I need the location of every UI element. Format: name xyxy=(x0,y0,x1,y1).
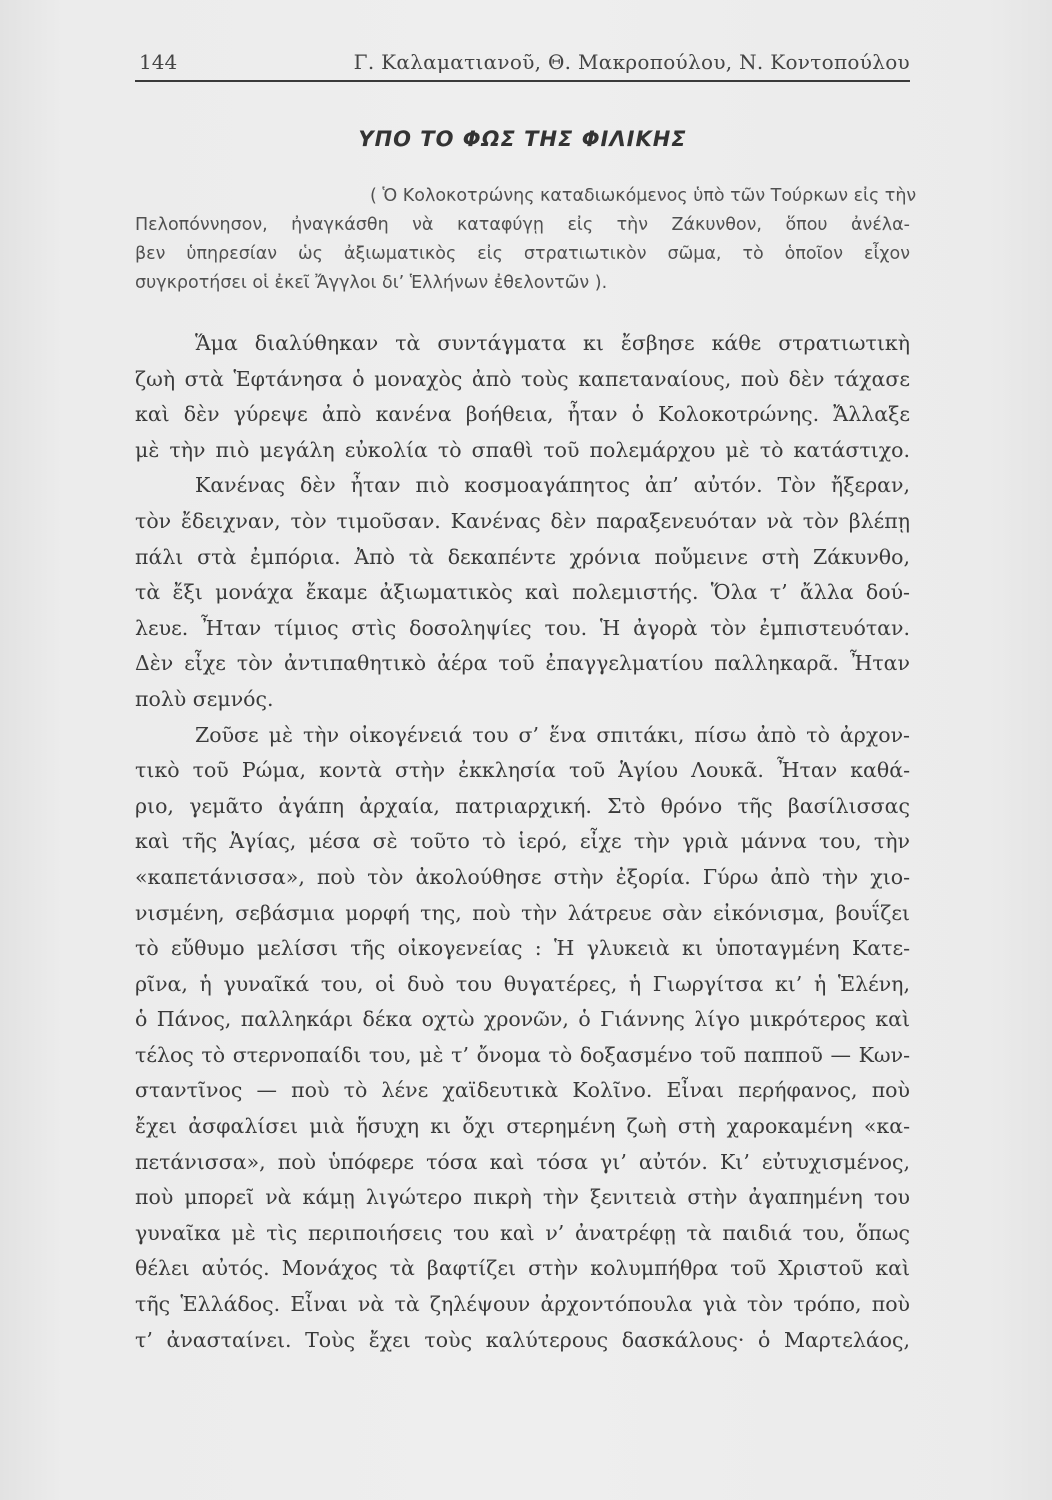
body-line: λευε. Ἦταν τίμιος στὶς δοσοληψίες του. Ἡ ἀγορὰ τὸν ἐμπιστευόταν. xyxy=(135,615,910,640)
body-line: γυναῖκα μὲ τὶς περιποιήσεις του καὶ ν’ ἀνατρέφῃ τὰ παιδιά του, ὅπως xyxy=(135,1220,910,1245)
body-line: τὸν ἔδειχναν, τὸν τιμοῦσαν. Κανένας δὲν παραξενευόταν νὰ τὸν βλέπῃ xyxy=(135,508,910,533)
page-number: 144 xyxy=(139,50,178,74)
body-line: ὁ Πάνος, παλληκάρι δέκα οχτὼ χρονῶν, ὁ Γιάννης λίγο μικρότερος καὶ xyxy=(135,1007,910,1032)
body-line: τῆς Ἑλλάδος. Εἶναι νὰ τὰ ζηλέψουν ἀρχοντόπουλα γιὰ τὸν τρόπο, ποὺ xyxy=(135,1292,910,1317)
body-line: ποὺ μπορεῖ νὰ κάμῃ λιγώτερο πικρὴ τὴν ξενιτειὰ στὴν ἀγαπημένη του xyxy=(135,1185,910,1210)
body-line: πολὺ σεμνός. xyxy=(135,686,274,711)
body-line: Κανένας δὲν ἦταν πιὸ κοσμοαγάπητος ἀπ’ αὐτόν. Τὸν ἤξεραν, xyxy=(195,473,910,498)
body-line: ἔχει ἀσφαλίσει μιὰ ἥσυχη κι ὄχι στερημένη ζωὴ στὴ χαροκαμένη «κα- xyxy=(135,1114,910,1139)
body-line: πάλι στὰ ἐμπόρια. Ἀπὸ τὰ δεκαπέντε χρόνια ποὔμεινε στὴ Ζάκυνθο, xyxy=(135,544,910,569)
body-line: καὶ δὲν γύρεψε ἀπὸ κανένα βοήθεια, ἦταν ὁ Κολοκοτρώνης. Ἄλλαξε xyxy=(135,402,910,427)
running-head xyxy=(135,48,910,82)
body-line: πετάνισσα», ποὺ ὑπόφερε τόσα καὶ τόσα γι’ αὐτόν. Κι’ εὐτυχισμένος, xyxy=(135,1149,910,1174)
body-line: τὸ εὔθυμο μελίσσι τῆς οἰκογενείας : Ἡ γλυκειὰ κι ὑποταγμένη Κατε- xyxy=(135,936,910,961)
intro-line: συγκροτήσει οἱ ἐκεῖ Ἄγγλοι δι’ Ἑλλήνων ἐθελοντῶν ). xyxy=(135,273,608,293)
body-line: τέλος τὸ στερνοπαίδι του, μὲ τ’ ὄνομα τὸ δοξασμένο τοῦ παπποῦ — Κων- xyxy=(135,1042,910,1067)
body-line: μὲ τὴν πιὸ μεγάλη εὐκολία τὸ σπαθὶ τοῦ πολεμάρχου μὲ τὸ κατάστιχο. xyxy=(135,437,910,462)
body-line: θέλει αὐτός. Μονάχος τὰ βαφτίζει στὴν κολυμπήθρα τοῦ Χριστοῦ καὶ xyxy=(135,1256,910,1281)
body-line: «καπετάνισσα», ποὺ τὸν ἀκολούθησε στὴν ἐξορία. Γύρω ἀπὸ τὴν χιο- xyxy=(135,864,910,889)
chapter-title: ΥΠΟ ΤΟ ΦΩΣ ΤΗΣ ΦΙΛΙΚΗΣ xyxy=(358,127,687,151)
body-line: Ζοῦσε μὲ τὴν οἰκογένειά του σ’ ἕνα σπιτάκι, πίσω ἀπὸ τὸ ἀρχον- xyxy=(195,722,910,747)
body-line: τ’ ἀνασταίνει. Τοὺς ἔχει τοὺς καλύτερους δασκάλους· ὁ Μαρτελάος, xyxy=(135,1327,910,1352)
intro-line: ( Ὁ Κολοκοτρώνης καταδιωκόμενος ὑπὸ τῶν Τούρκων εἰς τὴν xyxy=(370,186,917,206)
intro-line: Πελοπόννησον, ἠναγκάσθη νὰ καταφύγῃ εἰς τὴν Ζάκυνθον, ὅπου ἀνέλα- xyxy=(135,215,910,235)
body-line: ρῖνα, ἡ γυναῖκά του, οἱ δυὸ του θυγατέρες, ἡ Γιωργίτσα κι’ ἡ Ἑλένη, xyxy=(135,971,910,996)
intro-note xyxy=(135,182,917,298)
body-line: ριο, γεμᾶτο ἀγάπη ἀρχαία, πατριαρχική. Στὸ θρόνο τῆς βασίλισσας xyxy=(135,793,910,818)
body-line: Ἅμα διαλύθηκαν τὰ συντάγματα κι ἔσβησε κάθε στρατιωτικὴ xyxy=(195,331,910,355)
running-head-authors: Γ. Καλαματιανοῦ, Θ. Μακροπούλου, Ν. Κοντοπούλου xyxy=(353,50,910,74)
body-line: Δὲν εἶχε τὸν ἀντιπαθητικὸ ἀέρα τοῦ ἐπαγγελματίου παλληκαρᾶ. Ἦταν xyxy=(135,651,910,676)
body-line: καὶ τῆς Ἁγίας, μέσα σὲ τοῦτο τὸ ἱερό, εἶχε τὴν γριὰ μάννα του, τὴν xyxy=(135,829,910,854)
body-text xyxy=(135,326,910,1358)
intro-line: βεν ὑπηρεσίαν ὡς ἀξιωματικὸς εἰς στρατιωτικὸν σῶμα, τὸ ὁποῖον εἶχον xyxy=(135,244,910,264)
body-line: τὰ ἔξι μονάχα ἔκαμε ἀξιωματικὸς καὶ πολεμιστής. Ὅλα τ’ ἄλλα δού- xyxy=(135,580,910,605)
body-line: ζωὴ στὰ Ἑφτάνησα ὁ μοναχὸς ἀπὸ τοὺς καπεταναίους, ποὺ δὲν τάχασε xyxy=(135,366,910,391)
body-line: τικὸ τοῦ Ρώμα, κοντὰ στὴν ἐκκλησία τοῦ Ἁγίου Λουκᾶ. Ἦταν καθά- xyxy=(135,758,910,783)
body-line: νισμένη, σεβάσμια μορφή της, ποὺ τὴν λάτρευε σὰν εἰκόνισμα, βουΐζει xyxy=(135,900,910,925)
body-line: σταντῖνος — ποὺ τὸ λένε χαϊδευτικὰ Κολῖνο. Εἶναι περήφανος, ποὺ xyxy=(135,1078,910,1103)
